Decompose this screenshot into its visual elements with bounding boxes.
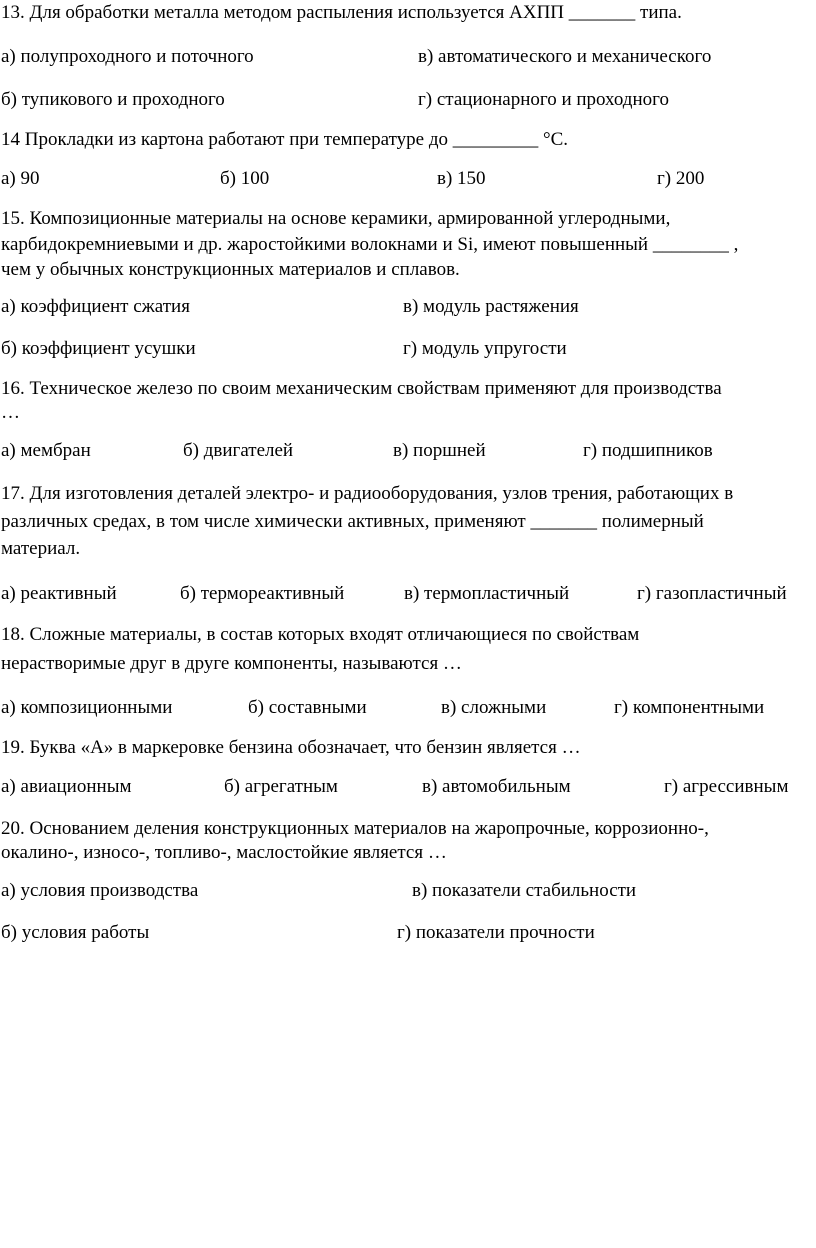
question-19-option-a: а) авиационным (1, 776, 132, 797)
question-13-option-g: г) стационарного и проходного (418, 89, 669, 110)
question-18-option-b: б) составными (248, 697, 367, 718)
question-19-text: 19. Буква «А» в маркеровке бензина обозначает, что бензин является … (1, 737, 581, 758)
question-13-text: 13. Для обработки металла методом распыления используется АХПП _______ типа. (1, 2, 682, 23)
question-14-option-v: в) 150 (437, 168, 486, 189)
question-20-text-line-2: окалино-, износо-, топливо-, маслостойкие является … (1, 842, 447, 863)
question-16-text-line-1: 16. Техническое железо по своим механическим свойствам применяют для производства (1, 378, 722, 399)
question-18-option-g: г) компонентными (614, 697, 765, 718)
question-16-option-v: в) поршней (393, 440, 486, 461)
question-15-option-g: г) модуль упругости (403, 338, 567, 359)
question-17-option-g: г) газопластичный (637, 583, 787, 604)
question-16-option-a: а) мембран (1, 440, 91, 461)
question-13-option-a: а) полупроходного и поточного (1, 46, 254, 67)
question-15-option-a: а) коэффициент сжатия (1, 296, 190, 317)
question-15-option-v: в) модуль растяжения (403, 296, 579, 317)
question-19-option-v: в) автомобильным (422, 776, 571, 797)
question-18-option-v: в) сложными (441, 697, 547, 718)
question-16-text-line-2: … (1, 402, 20, 423)
question-14-option-g: г) 200 (657, 168, 705, 189)
question-17-option-b: б) термореактивный (180, 583, 345, 604)
question-18-option-a: а) композиционными (1, 697, 173, 718)
question-14-option-b: б) 100 (220, 168, 270, 189)
question-15-text-line-2: карбидокремниевыми и др. жаростойкими волокнами и Si, имеют повышенный ________ , (1, 234, 739, 255)
question-19-option-b: б) агрегатным (224, 776, 338, 797)
question-18-text-line-1: 18. Сложные материалы, в состав которых входят отличающиеся по свойствам (1, 624, 640, 645)
question-20-text-line-1: 20. Основанием деления конструкционных материалов на жаропрочные, коррозионно-, (1, 818, 709, 839)
question-14-option-a: а) 90 (1, 168, 40, 189)
question-20-option-b: б) условия работы (1, 922, 150, 943)
question-15-text-line-1: 15. Композиционные материалы на основе керамики, армированной углеродными, (1, 208, 671, 229)
question-17-text-line-1: 17. Для изготовления деталей электро- и радиооборудования, узлов трения, работающих в (1, 483, 734, 504)
question-17-option-v: в) термопластичный (404, 583, 570, 604)
question-16-option-g: г) подшипников (583, 440, 713, 461)
question-13-option-b: б) тупикового и проходного (1, 89, 225, 110)
question-17-option-a: а) реактивный (1, 583, 117, 604)
question-16-option-b: б) двигателей (183, 440, 294, 461)
question-20-option-v: в) показатели стабильности (412, 880, 637, 901)
question-20-option-a: а) условия производства (1, 880, 199, 901)
question-13-option-v: в) автоматического и механического (418, 46, 712, 67)
question-18-text-line-2: нерастворимые друг в друге компоненты, называются … (1, 653, 462, 674)
question-17-text-line-2: различных средах, в том числе химически активных, применяют _______ полимерный (1, 511, 704, 532)
question-19-option-g: г) агрессивным (664, 776, 789, 797)
question-15-text-line-3: чем у обычных конструкционных материалов и сплавов. (1, 259, 460, 280)
question-17-text-line-3: материал. (1, 538, 81, 559)
question-14-text: 14 Прокладки из картона работают при температуре до _________ °С. (1, 129, 569, 150)
question-15-option-b: б) коэффициент усушки (1, 338, 196, 359)
question-20-option-g: г) показатели прочности (397, 922, 595, 943)
